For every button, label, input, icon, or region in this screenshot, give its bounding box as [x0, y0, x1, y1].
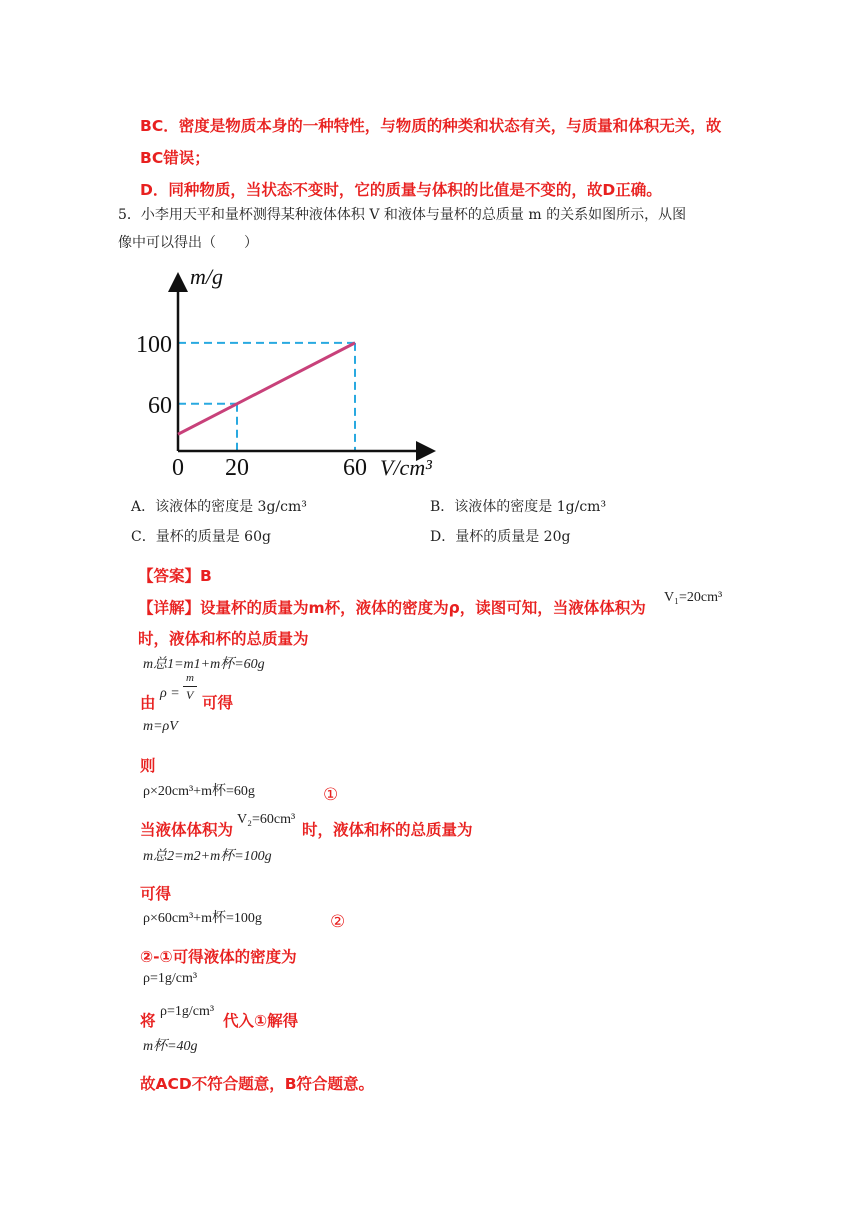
equation-2: ρ×60cm³+m杯=100g	[143, 911, 262, 926]
y-tick-label-0: 100	[136, 331, 172, 358]
detail-when-volume-2-cont: 时，液体和杯的总质量为	[302, 821, 473, 839]
fraction-bar	[183, 686, 197, 687]
density-formula-numerator: m	[186, 672, 194, 684]
detail-obtain-2: 可得	[140, 885, 172, 903]
option-a: A．该液体的密度是 3g/cm³	[131, 499, 307, 515]
mass-volume-chart	[120, 258, 460, 488]
equation-total-mass-2: m总2=m2+m杯=100g	[143, 849, 272, 864]
density-formula-denominator: V	[186, 688, 194, 702]
series-line	[178, 343, 355, 434]
explanation-bc-line-cont: BC错误；	[140, 149, 210, 167]
explanation-d-line: D．同种物质，当状态不变时，它的质量与体积的比值是不变的，故D正确。	[140, 181, 662, 199]
detail-line2: 时，液体和杯的总质量为	[138, 630, 309, 648]
explanation-bc-line: BC．密度是物质本身的一种特性，与物质的种类和状态有关，与质量和体积无关，故	[140, 117, 722, 135]
equation-mark-1: ①	[323, 785, 339, 805]
y-tick-label-1: 60	[148, 392, 172, 419]
detail-substitute-cont: 代入①解得	[223, 1012, 299, 1030]
x-tick-label-0: 0	[172, 455, 184, 481]
equation-total-mass-1: m总1=m1+m杯=60g	[143, 657, 265, 672]
density-formula-lhs: ρ =	[160, 686, 180, 701]
question-text-line1: 5．小李用天平和量杯测得某种液体体积 V 和液体与量杯的总质量 m 的关系如图所示，从图	[118, 207, 687, 223]
equation-density-result: ρ=1g/cm³	[143, 971, 198, 986]
detail-line1-math: V₁=20cm³	[664, 590, 723, 605]
x-axis-label: V/cm³	[380, 455, 432, 480]
option-c: C．量杯的质量是 60g	[131, 529, 271, 545]
x-tick-label-2: 60	[343, 455, 367, 481]
detail-substitute-math: ρ=1g/cm³	[160, 1004, 215, 1019]
detail-substitute: 将	[140, 1012, 156, 1030]
detail-obtain: 可得	[202, 694, 234, 712]
y-axis-label: m/g	[190, 264, 223, 289]
option-d: D．量杯的质量是 20g	[430, 529, 571, 545]
option-b: B．该液体的密度是 1g/cm³	[430, 499, 607, 515]
equation-cup-mass: m杯=40g	[143, 1039, 198, 1054]
detail-line1: 【详解】设量杯的质量为m杯，液体的密度为ρ，读图可知，当液体体积为	[138, 599, 646, 617]
question-text-line2: 像中可以得出（ ）	[118, 235, 258, 251]
equation-1: ρ×20cm³+m杯=60g	[143, 784, 255, 799]
equation-m-rho-v: m=ρV	[143, 719, 178, 734]
conclusion: 故ACD不符合题意，B符合题意。	[140, 1075, 375, 1093]
detail-when-volume-2: 当液体体积为	[140, 821, 234, 839]
detail-subtract: ②-①可得液体的密度为	[140, 948, 297, 966]
detail-when-volume-2-math: V₂=60cm³	[237, 812, 296, 827]
equation-mark-2: ②	[330, 912, 346, 932]
detail-then: 则	[140, 757, 156, 775]
detail-by: 由	[140, 694, 156, 712]
answer: 【答案】B	[138, 567, 212, 585]
x-tick-label-1: 20	[225, 455, 249, 481]
